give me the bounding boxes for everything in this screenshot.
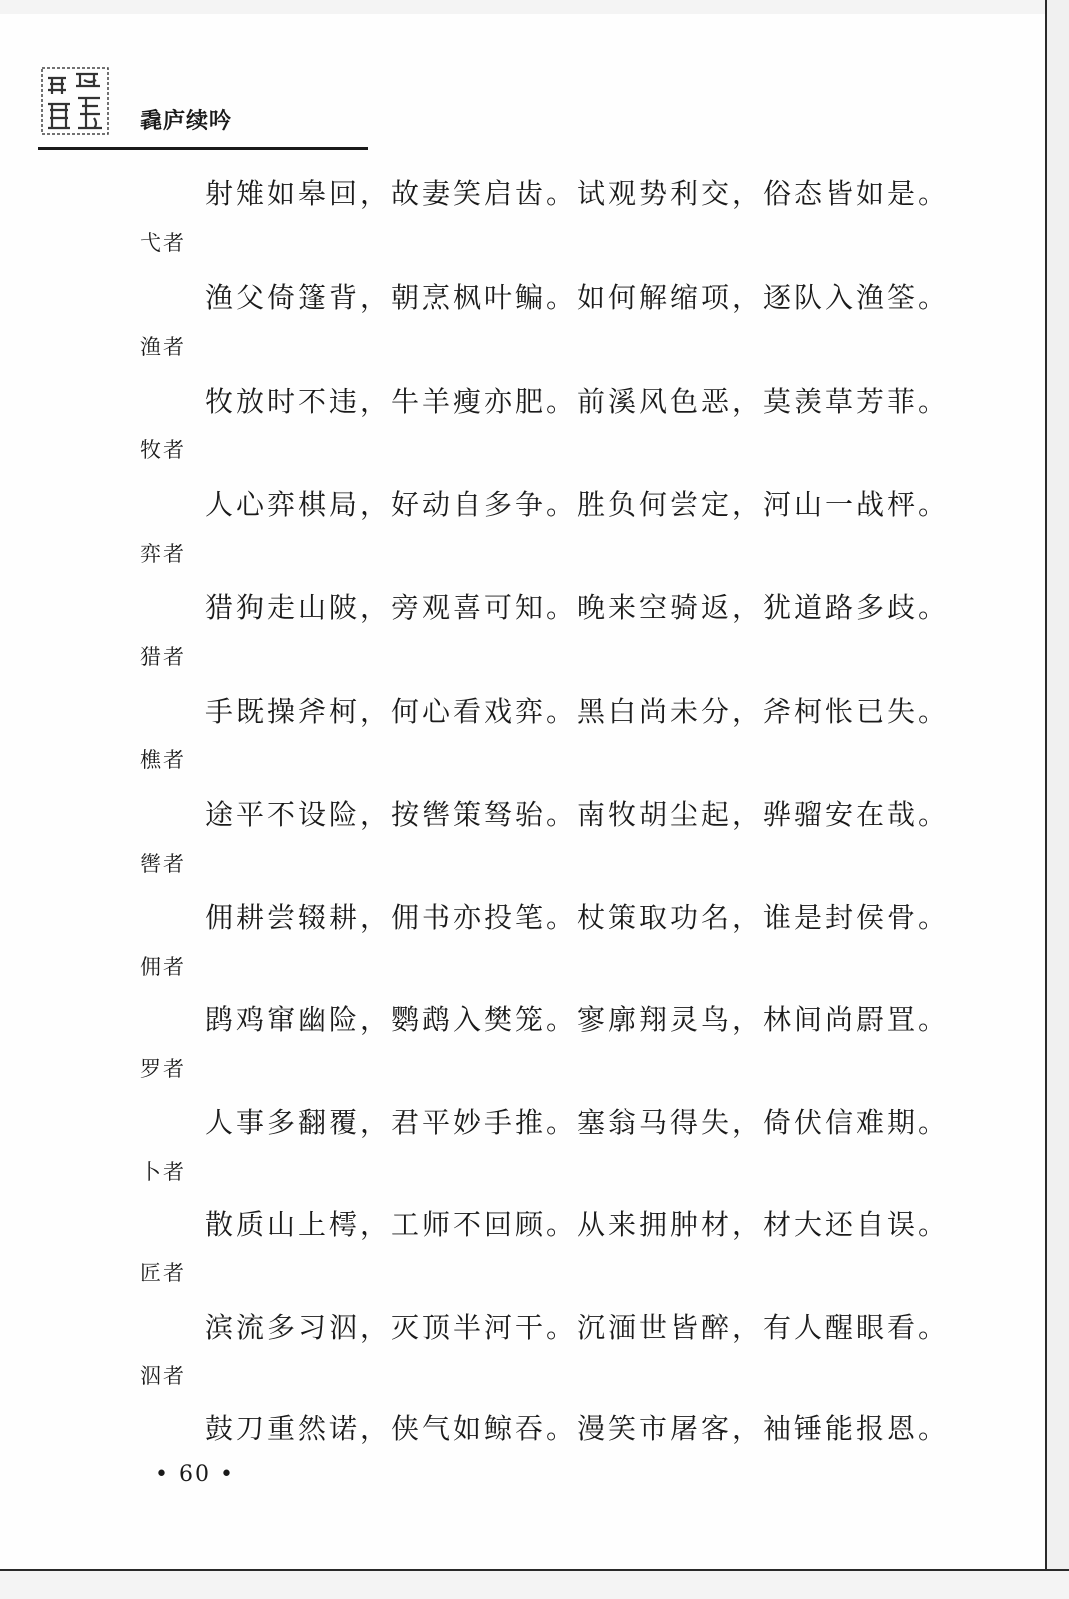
poem-line: 射雉如皋回，故妻笑启齿。试观势利交，俗态皆如是。 [205, 177, 950, 210]
poem-line: 鼓刀重然诺，侠气如鲸吞。漫笑市屠客，袖锤能报恩。 [205, 1412, 950, 1445]
poem-line: 佣耕尝辍耕，佣书亦投笔。杖策取功名，谁是封侯骨。 [205, 901, 950, 934]
scan-bottom-edge [0, 1569, 1069, 1599]
page-number: • 60 • [155, 1462, 235, 1487]
poem-title: 樵者 [140, 748, 186, 772]
running-header [38, 60, 368, 150]
poem-line: 人事多翻覆，君平妙手推。塞翁马得失，倚伏信难期。 [205, 1106, 950, 1139]
poem-line: 手既操斧柯，何心看戏弈。黑白尚未分，斧柯怅已失。 [205, 695, 950, 728]
poem-title: 弈者 [140, 542, 186, 566]
seal-stamp-icon [40, 66, 110, 136]
poem-line: 滨流多习泅，灭顶半河干。沉湎世皆醉，有人醒眼看。 [205, 1311, 950, 1344]
poem-title: 猎者 [140, 645, 186, 669]
poem-title: 牧者 [140, 438, 186, 462]
poem-title: 弋者 [140, 231, 186, 255]
poem-title: 罗者 [140, 1057, 186, 1081]
poem-line: 猎狗走山陂，旁观喜可知。晚来空骑返，犹道路多歧。 [205, 591, 950, 624]
poem-line: 人心弈棋局，好动自多争。胜负何尝定，河山一战枰。 [205, 488, 950, 521]
poem-line: 牧放时不违，牛羊瘦亦肥。前溪风色恶，莫羡草芳菲。 [205, 385, 950, 418]
poem-title: 泅者 [140, 1364, 186, 1388]
poem-title: 渔者 [140, 335, 186, 359]
poem-line: 渔父倚篷背，朝烹枫叶鳊。如何解缩项，逐队入渔筌。 [205, 281, 950, 314]
book-title: 毳庐续吟 [140, 109, 233, 134]
poem-line: 途平不设险，按辔策驽骀。南牧胡尘起，骅骝安在哉。 [205, 798, 950, 831]
header-rule [38, 147, 368, 150]
poem-line: 散质山上樗，工师不回顾。从来拥肿材，材大还自误。 [205, 1208, 950, 1241]
poem-title: 卜者 [140, 1160, 186, 1184]
scan-right-edge [1045, 0, 1069, 1599]
scan-top-margin [0, 0, 1069, 14]
poem-title: 佣者 [140, 955, 186, 979]
poem-title: 匠者 [140, 1261, 186, 1285]
poem-title: 辔者 [140, 852, 186, 876]
poem-line: 鹍鸡窜幽险，鹦鹉入樊笼。寥廓翔灵鸟，林间尚罻罝。 [205, 1003, 950, 1036]
